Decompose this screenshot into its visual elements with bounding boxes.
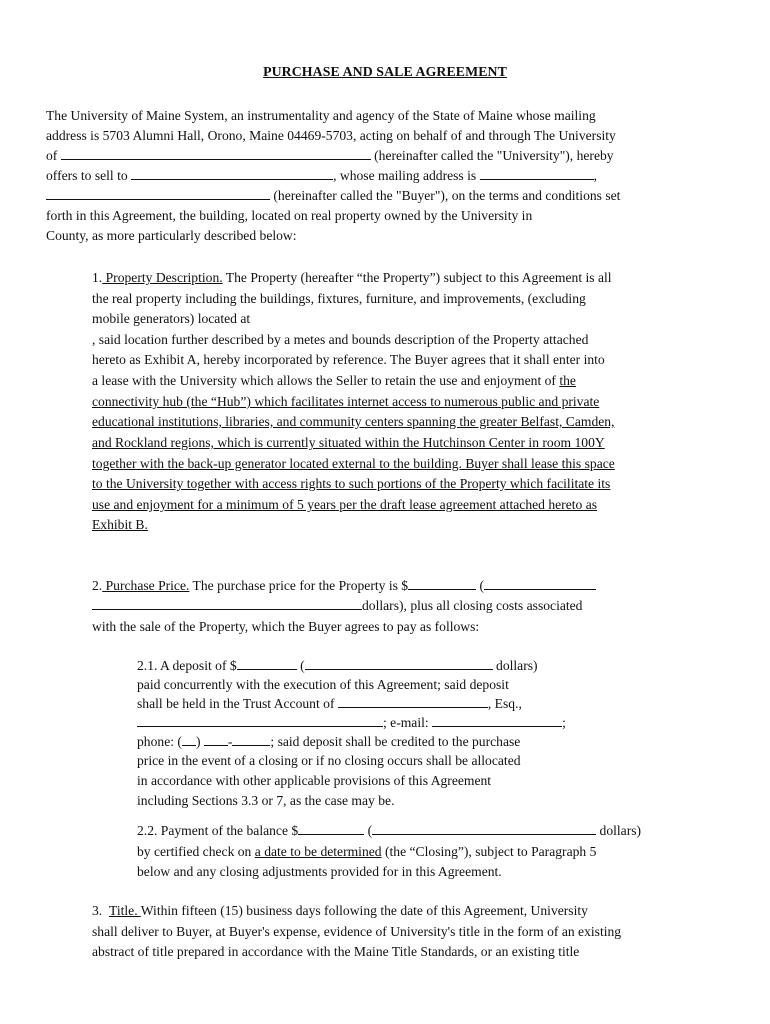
intro-of-text: of — [46, 148, 58, 163]
s3-line-3: abstract of title prepared in accordance with the Maine Title Standards, or an existing title — [92, 944, 580, 959]
deposit-amount-blank[interactable] — [237, 656, 297, 670]
s1-text-6-underlined: the — [559, 373, 576, 388]
university-campus-blank[interactable] — [61, 146, 371, 160]
s21-phone-close: ) — [195, 734, 204, 749]
s3-heading: Title. — [109, 903, 141, 918]
s2-number: 2. — [92, 578, 103, 593]
s1-heading: Property Description. — [102, 270, 223, 285]
email-blank[interactable] — [432, 713, 562, 727]
s22-open-paren: ( — [364, 823, 373, 838]
s2-open-paren: ( — [476, 578, 485, 593]
purchase-price-words-blank[interactable] — [484, 576, 596, 590]
s1-line-9: and Rockland regions, which is currently situated within the Hutchinson Center in room 100Y — [92, 435, 605, 450]
intro-hereinafter-university: (hereinafter called the "University"), hereby — [374, 148, 614, 163]
intro-mailing-text: , whose mailing address is — [333, 168, 477, 183]
s2-line-1 — [92, 576, 596, 596]
s1-number: 1. — [92, 270, 103, 285]
deposit-words-blank[interactable] — [305, 656, 493, 670]
s2-heading: Purchase Price. — [102, 578, 190, 593]
s1-line-6 — [92, 371, 576, 391]
s21-credit-text: ; said deposit shall be credited to the purchase — [270, 734, 521, 749]
intro-line-7: County, as more particularly described below: — [46, 228, 297, 243]
s21-line-2: paid concurrently with the execution of this Agreement; said deposit — [137, 677, 509, 692]
balance-words-blank[interactable] — [372, 821, 596, 835]
s21-semicolon: ; — [562, 715, 566, 730]
trust-account-address-blank[interactable] — [137, 713, 383, 727]
s21-line-8: including Sections 3.3 or 7, as the case may be. — [137, 793, 395, 808]
s2-line-3: with the sale of the Property, which the Buyer agrees to pay as follows: — [92, 619, 480, 634]
s1-line-3: mobile generators) located at — [92, 311, 251, 326]
s21-open-paren: ( — [296, 658, 305, 673]
intro-line-4 — [46, 166, 597, 186]
s1-line-8: educational institutions, libraries, and community centers spanning the greater Belfast, Camden, — [92, 414, 615, 429]
s1-line-13: Exhibit B. — [92, 517, 148, 532]
intro-hereinafter-buyer: (hereinafter called the "Buyer"), on the terms and conditions set — [273, 188, 621, 203]
buyer-address-blank[interactable] — [480, 166, 594, 180]
s22-dollars: dollars) — [596, 823, 642, 838]
intro-line-6: forth in this Agreement, the building, located on real property owned by the University in — [46, 208, 533, 223]
purchase-price-words-blank-2[interactable] — [92, 596, 362, 610]
buyer-name-blank[interactable] — [131, 166, 333, 180]
s1-line-7: connectivity hub (the “Hub”) which facilitates internet access to numerous public and private — [92, 394, 600, 409]
s22-line-2 — [137, 842, 596, 862]
purchase-price-amount-blank[interactable] — [408, 576, 476, 590]
s2-text-1: The purchase price for the Property is $ — [189, 578, 409, 593]
s22-line-3: below and any closing adjustments provided for in this Agreement. — [137, 864, 502, 879]
s3-text-1: Within fifteen (15) business days following the date of this Agreement, University — [140, 903, 588, 918]
s21-dollars: dollars) — [492, 658, 538, 673]
s21-line-1 — [137, 656, 538, 676]
s1-line-1 — [92, 268, 612, 288]
s21-line-6: price in the event of a closing or if no closing occurs shall be allocated — [137, 753, 521, 768]
s22-certified-text: by certified check on — [137, 844, 255, 859]
s21-deposit-text: 2.1. A deposit of $ — [137, 658, 237, 673]
intro-comma: , — [593, 168, 597, 183]
s21-line-4 — [137, 713, 566, 733]
s1-line-10: together with the back-up generator located external to the building. Buyer shall lease this space — [92, 456, 615, 471]
s2-text-2: dollars), plus all closing costs associated — [362, 598, 583, 613]
buyer-address-blank-2[interactable] — [46, 186, 270, 200]
intro-offers-text: offers to sell to — [46, 168, 128, 183]
s3-line-1 — [92, 901, 588, 921]
phone-line-blank[interactable] — [232, 732, 270, 746]
trust-account-holder-blank[interactable] — [338, 694, 488, 708]
s21-line-3 — [137, 694, 522, 714]
s21-phone-label: phone: ( — [137, 734, 182, 749]
intro-line-2: address is 5703 Alumni Hall, Orono, Maine 04469-5703, acting on behalf of and through The University — [46, 128, 616, 143]
s21-line-5 — [137, 732, 520, 752]
s1-text-1: The Property (hereafter “the Property”) subject to this Agreement is all — [222, 270, 612, 285]
s3-number: 3. — [92, 903, 103, 918]
s1-line-5: hereto as Exhibit A, hereby incorporated by reference. The Buyer agrees that it shall enter into — [92, 352, 605, 367]
intro-line-5 — [46, 186, 620, 206]
intro-line-3 — [46, 146, 614, 166]
s1-text-6: a lease with the University which allows the Seller to retain the use and enjoyment of — [92, 373, 560, 388]
s21-email-label: ; e-mail: — [383, 715, 433, 730]
s1-line-11: to the University together with access rights to such portions of the Property which facilitate its — [92, 476, 611, 491]
s22-line-1 — [137, 821, 641, 841]
s1-line-4: , said location further described by a metes and bounds description of the Property attached — [92, 332, 589, 347]
intro-line-1: The University of Maine System, an instrumentality and agency of the State of Maine whose mailing — [46, 108, 596, 123]
document-title: PURCHASE AND SALE AGREEMENT — [263, 64, 507, 79]
s21-phone-dash: - — [227, 734, 233, 749]
phone-prefix-blank[interactable] — [204, 732, 228, 746]
s22-date-tbd: a date to be determined — [254, 844, 382, 859]
s1-line-12: use and enjoyment for a minimum of 5 years per the draft lease agreement attached hereto as — [92, 497, 598, 512]
s1-line-2: the real property including the buildings, fixtures, furniture, and improvements, (excluding — [92, 291, 586, 306]
s22-closing-text: (the “Closing”), subject to Paragraph 5 — [381, 844, 597, 859]
balance-amount-blank[interactable] — [298, 821, 364, 835]
s21-trust-text: shall be held in the Trust Account of — [137, 696, 338, 711]
s2-line-2 — [92, 596, 582, 616]
s21-line-7: in accordance with other applicable provisions of this Agreement — [137, 773, 492, 788]
s3-line-2: shall deliver to Buyer, at Buyer's expense, evidence of University's title in the form of an existing — [92, 924, 622, 939]
phone-area-code-blank[interactable] — [182, 732, 196, 746]
s21-esq: , Esq., — [487, 696, 522, 711]
s22-balance-text: 2.2. Payment of the balance $ — [137, 823, 299, 838]
